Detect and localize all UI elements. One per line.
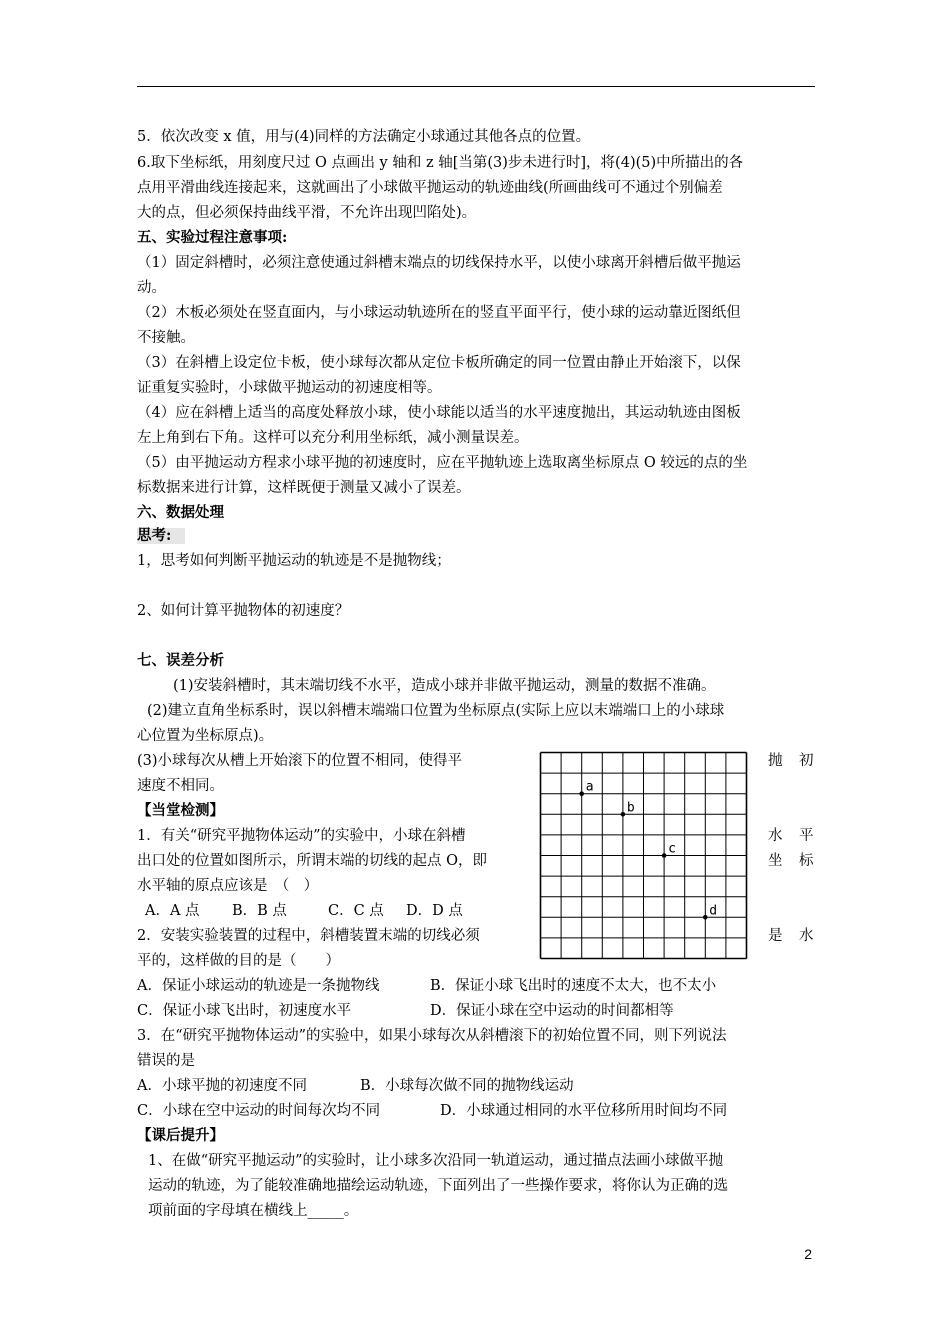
check-q1-right-1a: 水	[768, 828, 783, 844]
check-q2-option-a: A．保证小球运动的轨迹是一条抛物线	[137, 978, 380, 994]
check-q3-line1: 3．在“研究平抛物体运动”的实验中，如果小球每次从斜槽滚下的初始位置不同，则下列说法	[137, 1028, 727, 1044]
check-q3-option-a: A．小球平抛的初速度不同	[137, 1078, 307, 1094]
check-q1-right-2b: 标	[799, 853, 814, 869]
check-q1-option-c: C．C 点	[328, 903, 384, 919]
point-label-d: d	[709, 903, 718, 919]
point-label-c: c	[668, 841, 676, 857]
check-q1-right-1b: 平	[799, 828, 814, 844]
check-title: 【当堂检测】	[137, 802, 224, 819]
note-3-line2: 证重复实验时，小球做平抛运动的初速度相等。	[137, 380, 442, 396]
step-6-line2: 点用平滑曲线连接起来，这就画出了小球做平抛运动的轨迹曲线(所画曲线可不通过个别偏差	[137, 180, 723, 196]
error-3-line2: 速度不相同。	[137, 778, 224, 794]
check-q2-line1: 2．安装实验装置的过程中，斜槽装置末端的切线必须	[137, 928, 480, 944]
note-5-line2: 标数据来进行计算，这样既便于测量又减小了误差。	[137, 480, 471, 496]
section-6-title: 六、数据处理	[137, 504, 224, 521]
check-q3-option-c: C．小球在空中运动的时间每次均不同	[137, 1103, 381, 1119]
check-q2-option-b: B．保证小球飞出时的速度不太大，也不太小	[430, 978, 717, 994]
note-4-line2: 左上角到右下角。这样可以充分利用坐标纸，减小测量误差。	[137, 430, 529, 446]
after-title: 【课后提升】	[137, 1127, 224, 1144]
note-1-line1: （1）固定斜槽时，必须注意使通过斜槽末端点的切线保持水平，以使小球离开斜槽后做平抛运	[137, 255, 741, 271]
check-q3-option-b: B．小球每次做不同的抛物线运动	[360, 1078, 574, 1094]
section-5-title: 五、实验过程注意事项:	[137, 229, 288, 246]
note-3-line1: （3）在斜槽上设定位卡板，使小球每次都从定位卡板所确定的同一位置由静止开始滚下，以保	[137, 355, 741, 371]
check-q1-right-2a: 坐	[768, 853, 783, 869]
point-label-b: b	[626, 800, 635, 816]
step-5: 5．依次改变 x 值，用与(4)同样的方法确定小球通过其他各点的位置。	[137, 129, 591, 145]
check-q2-option-c: C．保证小球飞出时，初速度水平	[137, 1003, 352, 1019]
section-7-title: 七、误差分析	[137, 652, 224, 669]
header-rule	[137, 86, 815, 87]
check-q3-line2: 错误的是	[137, 1053, 195, 1069]
error-3-right-1: 抛	[768, 753, 783, 769]
after-p1-line2: 运动的轨迹，为了能较准确地描绘运动轨迹，下面列出了一些操作要求，将你认为正确的选	[148, 1178, 728, 1194]
page-number: 2	[804, 1246, 812, 1262]
check-q2-right-a: 是	[768, 928, 783, 944]
think-question-2: 2、如何计算平抛物体的初速度？	[137, 603, 350, 619]
error-2-line2: 心位置为坐标原点)。	[137, 728, 274, 744]
check-q3-option-d: D．小球通过相同的水平位移所用时间均不同	[440, 1103, 728, 1119]
check-q2-right-b: 水	[799, 928, 814, 944]
trajectory-grid-figure	[539, 751, 749, 961]
think-question-1: 1，思考如何判断平抛运动的轨迹是不是抛物线；	[137, 553, 451, 569]
check-q1-option-d: D．D 点	[406, 903, 463, 919]
after-p1-line3: 项前面的字母填在横线上_____。	[148, 1203, 359, 1219]
note-4-line1: （4）应在斜槽上适当的高度处释放小球，使小球能以适当的水平速度抛出，其运动轨迹由图板	[137, 405, 741, 421]
check-q1-line2: 出口处的位置如图所示，所谓末端的切线的起点 O，即	[137, 853, 487, 869]
point-a	[579, 791, 584, 796]
note-2-line2: 不接触。	[137, 330, 195, 346]
point-b	[621, 812, 626, 817]
check-q1-line1: 1．有关“研究平抛物体运动”的实验中，小球在斜槽	[137, 828, 466, 844]
note-1-line2: 动。	[137, 280, 166, 296]
check-q2-option-d: D．保证小球在空中运动的时间都相等	[430, 1003, 674, 1019]
point-label-a: a	[585, 779, 594, 795]
check-q2-line2: 平的，这样做的目的是（ ）	[137, 953, 340, 969]
step-6-line1: 6.取下坐标纸，用刻度尺过 O 点画出 y 轴和 z 轴[当第(3)步未进行时]，将(4)(5)中所描出的各	[137, 155, 744, 171]
error-3-right-2: 初	[799, 753, 814, 769]
check-q1-line3: 水平轴的原点应该是 （ ）	[137, 878, 319, 894]
check-q1-option-b: B．B 点	[232, 903, 287, 919]
error-3-line1: (3)小球每次从槽上开始滚下的位置不相同，使得平	[137, 753, 463, 769]
step-6-line3: 大的点，但必须保持曲线平滑，不允许出现凹陷处)。	[137, 205, 477, 221]
point-d	[703, 915, 708, 920]
error-1: (1)安装斜槽时，其末端切线不水平，造成小球并非做平抛运动，测量的数据不准确。	[173, 678, 716, 694]
point-c	[662, 853, 667, 858]
after-p1-line1: 1、在做“研究平抛运动”的实验时，让小球多次沿同一轨道运动，通过描点法画小球做平抛	[148, 1153, 724, 1169]
note-2-line1: （2）木板必须处在竖直面内，与小球运动轨迹所在的竖直平面平行，使小球的运动靠近图纸但	[137, 305, 741, 321]
check-q1-option-a: A．A 点	[145, 903, 200, 919]
note-5-line1: （5）由平抛运动方程求小球平抛的初速度时，应在平抛轨迹上选取离坐标原点 O 较远的点的坐	[137, 455, 748, 471]
error-2-line1: (2)建立直角坐标系时，误以斜槽末端端口位置为坐标原点(实际上应以末端端口上的小球球	[147, 703, 725, 719]
think-label: 思考:	[137, 527, 172, 544]
